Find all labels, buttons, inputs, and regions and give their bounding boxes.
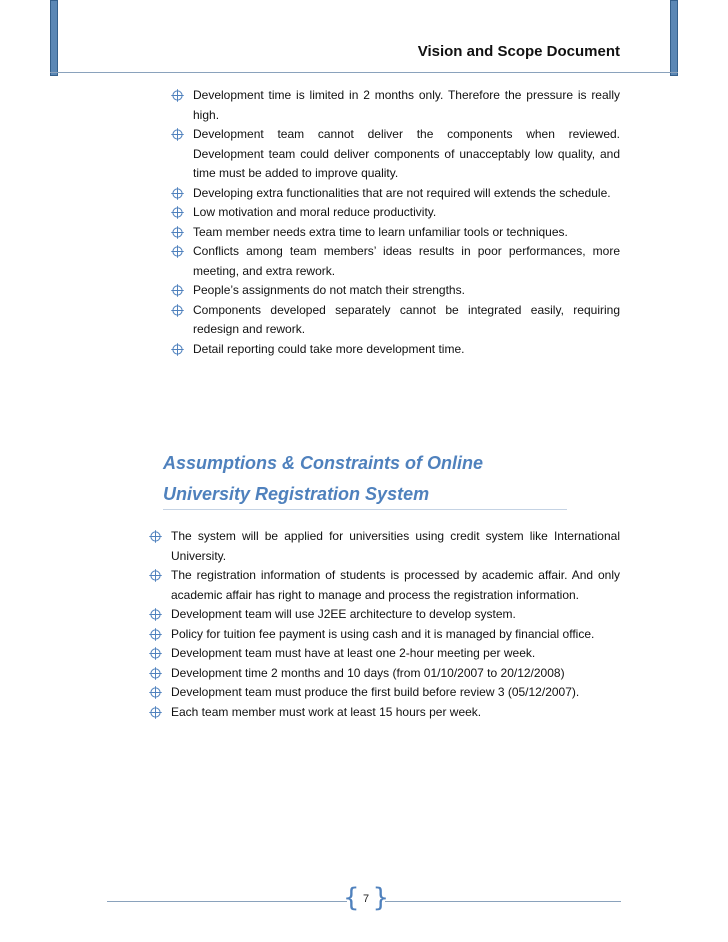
list-item: Development time 2 months and 10 days (from 01/10/2007 to 20/12/2008) [171, 664, 620, 684]
list-item: Development team cannot deliver the components when reviewed. Development team could deliver components of unacceptably low quality, and time must be added to improve quality. [193, 125, 620, 184]
crosshair-circle-icon [149, 686, 162, 699]
crosshair-circle-icon [149, 647, 162, 660]
crosshair-circle-icon [171, 128, 184, 141]
crosshair-circle-icon [149, 706, 162, 719]
assumptions-list [171, 527, 620, 722]
page-number-value: 7 [362, 893, 370, 905]
section-heading-line2: University Registration System [163, 484, 430, 504]
right-brace-icon: } [372, 883, 389, 913]
crosshair-circle-icon [171, 226, 184, 239]
crosshair-circle-icon [149, 667, 162, 680]
left-brace-icon: { [343, 883, 360, 913]
crosshair-circle-icon [171, 343, 184, 356]
header-divider [50, 72, 678, 73]
list-item: Each team member must work at least 15 hours per week. [171, 703, 620, 723]
header-decor-bar-right [670, 0, 678, 76]
list-item: The registration information of students is processed by academic affair. And only academic affair has right to manage and process the registration information. [171, 566, 620, 605]
list-item: People’s assignments do not match their strengths. [193, 281, 620, 301]
crosshair-circle-icon [149, 608, 162, 621]
list-item: Detail reporting could take more development time. [193, 340, 620, 360]
crosshair-circle-icon [171, 284, 184, 297]
list-item: Development team will use J2EE architecture to develop system. [171, 605, 620, 625]
list-item: Team member needs extra time to learn unfamiliar tools or techniques. [193, 223, 620, 243]
list-item: Components developed separately cannot be integrated easily, requiring redesign and rework. [193, 301, 620, 340]
list-item: Development team must have at least one 2-hour meeting per week. [171, 644, 620, 664]
footer-divider-right [385, 901, 621, 902]
list-item: Developing extra functionalities that are not required will extends the schedule. [193, 184, 620, 204]
header-title: Vision and Scope Document [417, 43, 620, 60]
section-heading-line1: Assumptions & Constraints of Online [163, 453, 484, 473]
crosshair-circle-icon [149, 569, 162, 582]
list-item: Development time is limited in 2 months only. Therefore the pressure is really high. [193, 86, 620, 125]
header-decor-bar-left [50, 0, 58, 76]
crosshair-circle-icon [171, 245, 184, 258]
list-item: Conflicts among team members’ ideas results in poor performances, more meeting, and extra rework. [193, 242, 620, 281]
section-heading [163, 448, 483, 510]
crosshair-circle-icon [171, 187, 184, 200]
crosshair-circle-icon [171, 304, 184, 317]
crosshair-circle-icon [149, 628, 162, 641]
crosshair-circle-icon [171, 206, 184, 219]
list-item: Low motivation and moral reduce productivity. [193, 203, 620, 223]
page-number [343, 883, 389, 914]
list-item: Development team must produce the first build before review 3 (05/12/2007). [171, 683, 620, 703]
list-item: The system will be applied for universities using credit system like International University. [171, 527, 620, 566]
crosshair-circle-icon [171, 89, 184, 102]
footer-divider-left [107, 901, 347, 902]
list-item: Policy for tuition fee payment is using cash and it is managed by financial office. [171, 625, 620, 645]
risk-list [193, 86, 620, 359]
crosshair-circle-icon [149, 530, 162, 543]
section-divider [163, 509, 567, 510]
